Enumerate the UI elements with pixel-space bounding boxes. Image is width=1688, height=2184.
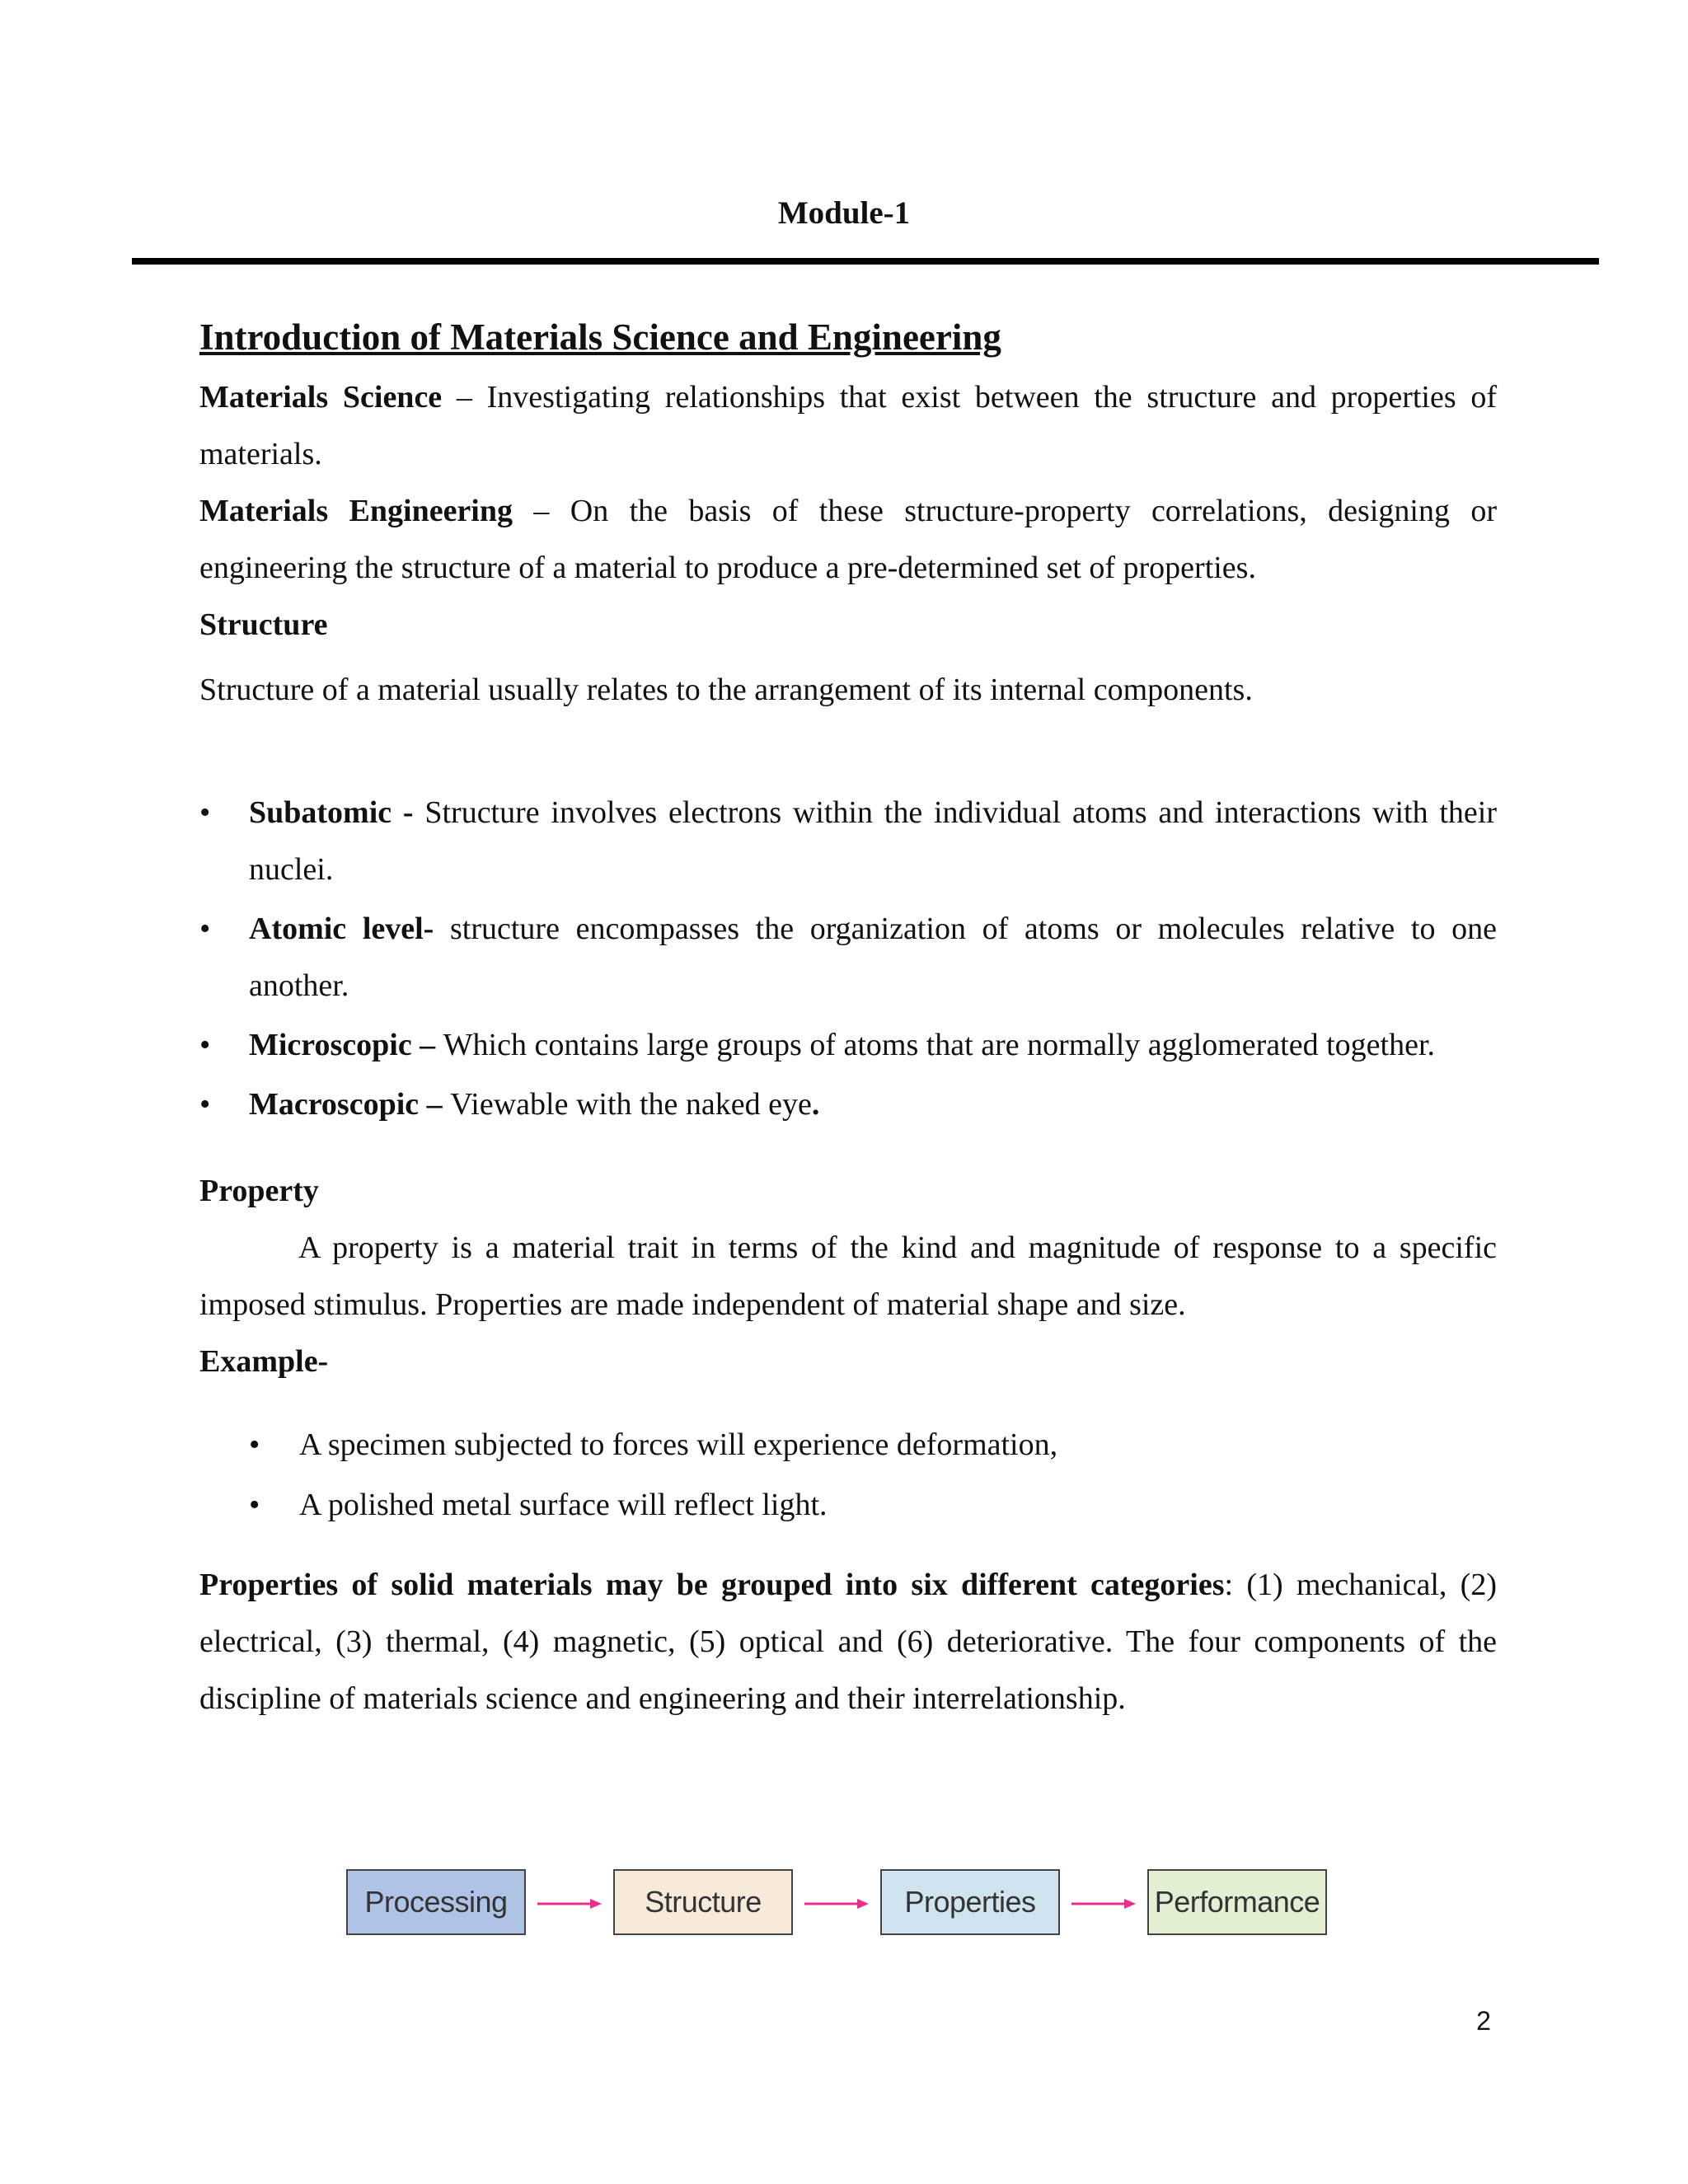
level-term: Atomic level- xyxy=(249,912,434,946)
example-text: A polished metal surface will reflect light. xyxy=(299,1488,828,1522)
level-text: Which contains large groups of atoms that are normally agglomerated together. xyxy=(443,1028,1435,1062)
definition-materials-engineering xyxy=(199,483,1497,597)
properties-box: Properties xyxy=(880,1869,1060,1935)
example-heading: Example- xyxy=(199,1344,329,1379)
level-term: Subatomic - xyxy=(249,795,425,830)
bullet-icon: • xyxy=(199,1087,211,1122)
categories-text: : (1) mechanical, (2) electrical, (3) thermal, (4) magnetic, (5) optical and (6) deteriorative. The four components of the discipline of materials science and engineering and their interrelationship. xyxy=(199,1568,1497,1716)
property-heading: Property xyxy=(199,1174,319,1208)
structure-heading: Structure xyxy=(199,607,328,642)
list-item xyxy=(199,901,1497,1015)
arrow-right-icon xyxy=(537,1898,602,1910)
bullet-icon: • xyxy=(199,912,211,946)
bullet-icon: • xyxy=(249,1427,260,1462)
header-rule xyxy=(132,258,1599,265)
arrow-right-icon xyxy=(804,1898,869,1910)
list-item xyxy=(199,785,1497,898)
examples-list xyxy=(199,1415,1497,1535)
categories-paragraph xyxy=(199,1557,1497,1727)
example-text: A specimen subjected to forces will experience deformation, xyxy=(299,1427,1058,1462)
module-title: Module-1 xyxy=(777,195,911,231)
bullet-icon: • xyxy=(199,1028,211,1062)
list-item xyxy=(199,1415,1497,1475)
page-content xyxy=(199,307,1497,1727)
list-item xyxy=(199,1475,1497,1535)
page-number: 2 xyxy=(1476,2006,1491,2036)
main-heading: Introduction of Materials Science and Engineering xyxy=(199,316,1001,358)
arrow-right-icon xyxy=(1071,1898,1136,1910)
categories-lead: Properties of solid materials may be grouped into six different categories xyxy=(199,1568,1225,1602)
bullet-icon: • xyxy=(199,795,211,830)
level-text: Viewable with the naked eye xyxy=(450,1087,812,1122)
bullet-icon: • xyxy=(249,1488,260,1522)
structure-box: Structure xyxy=(613,1869,793,1935)
structure-levels-list xyxy=(199,785,1497,1133)
structure-intro: Structure of a material usually relates to the arrangement of its internal components. xyxy=(199,673,1253,707)
property-text: A property is a material trait in terms of the kind and magnitude of response to a specific imposed stimulus. Properties are made independent of material shape and size. xyxy=(199,1230,1497,1322)
definition-text: – Investigating relationships that exist between the structure and properties of materials. xyxy=(199,380,1498,471)
level-text: structure encompasses the organization of atoms or molecules relative to one another. xyxy=(249,912,1498,1003)
list-item xyxy=(199,1076,1497,1133)
level-text: Structure involves electrons within the individual atoms and interactions with their nuclei. xyxy=(249,795,1498,887)
term-materials-engineering: Materials Engineering xyxy=(199,494,513,528)
definition-materials-science xyxy=(199,369,1497,483)
performance-box: Performance xyxy=(1147,1869,1327,1935)
term-materials-science: Materials Science xyxy=(199,380,443,415)
level-tail: . xyxy=(811,1087,820,1122)
definition-text: – On the basis of these structure-property correlations, designing or engineering the structure of a material to produce a pre-determined set of properties. xyxy=(199,494,1497,585)
level-term: Microscopic – xyxy=(249,1028,443,1062)
mse-flow-diagram xyxy=(346,1869,1352,1940)
level-term: Macroscopic – xyxy=(249,1087,451,1122)
list-item xyxy=(199,1017,1497,1074)
processing-box: Processing xyxy=(346,1869,526,1935)
